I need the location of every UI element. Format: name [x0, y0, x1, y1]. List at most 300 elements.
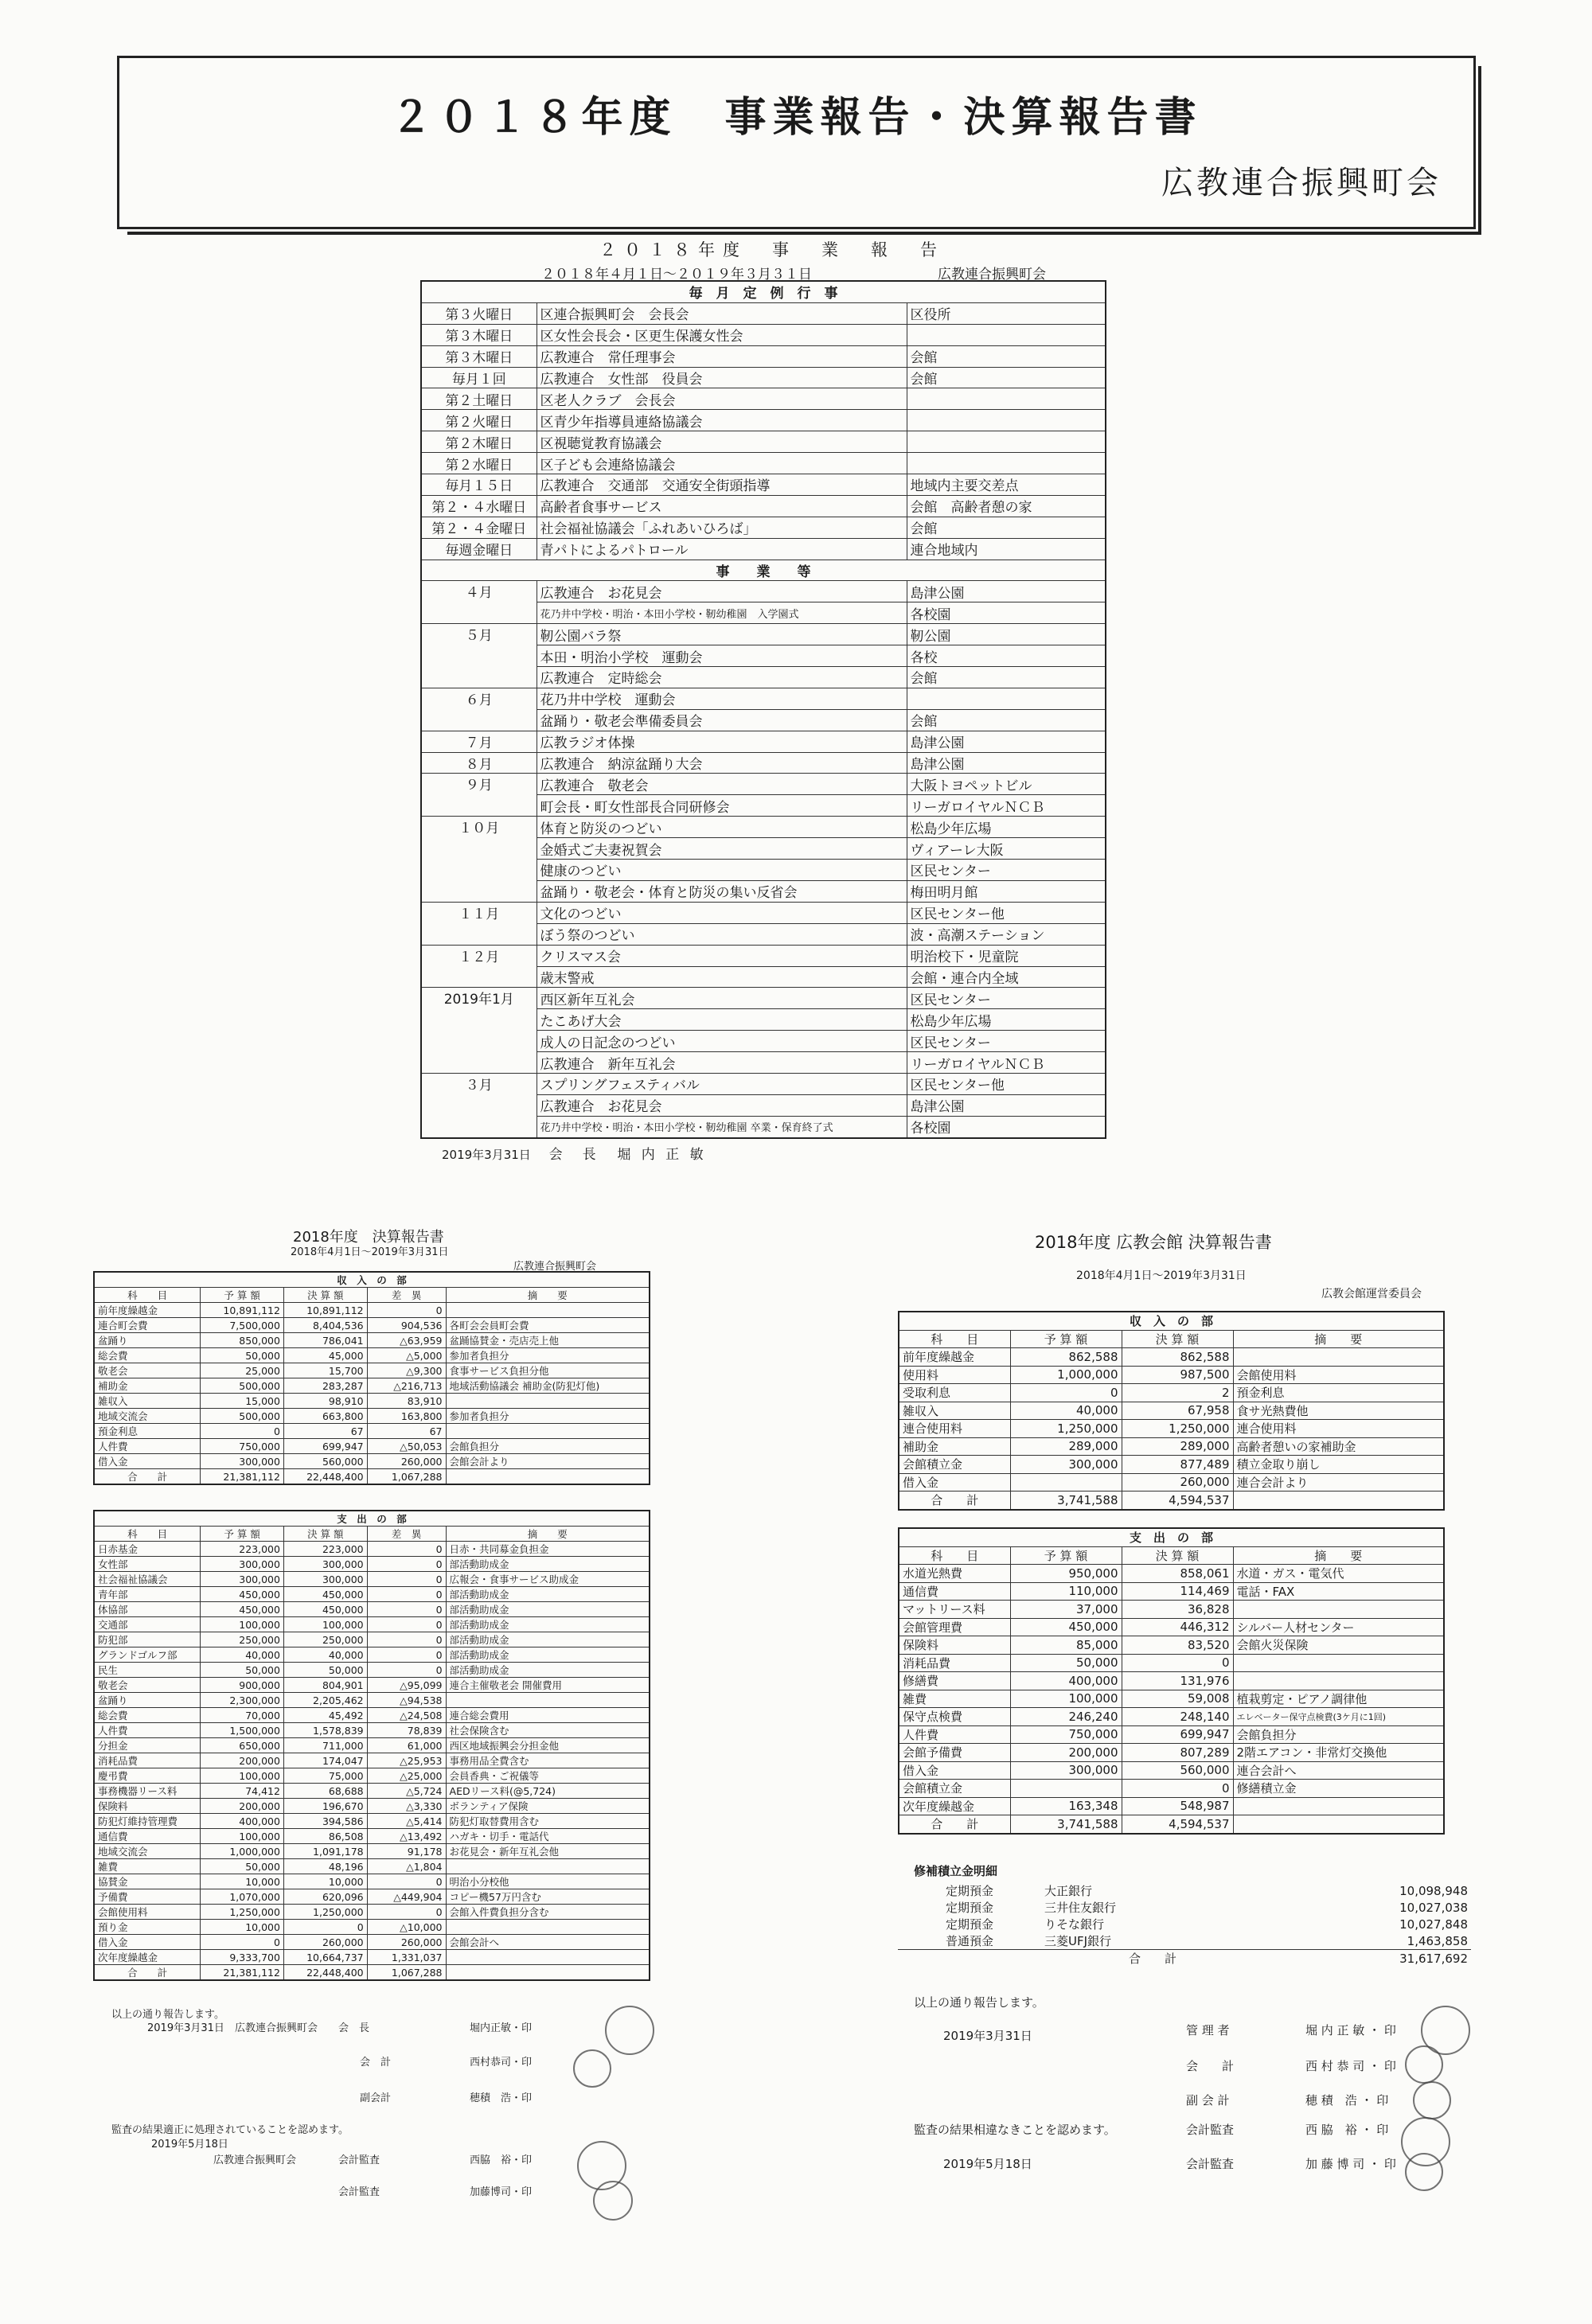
total-cell	[1233, 1815, 1444, 1834]
table-cell: 事務機器リース料	[94, 1784, 201, 1799]
officer-name: 穂 積 浩 ・ 印	[1305, 2093, 1389, 2108]
table-row	[94, 1303, 650, 1318]
table-cell	[1010, 1473, 1122, 1491]
table-cell	[446, 1859, 650, 1874]
table-cell: 使用料	[899, 1366, 1010, 1384]
table-row	[94, 1632, 650, 1647]
table-cell: 毎週金曜日	[421, 538, 537, 560]
table-cell: 1,000,000	[201, 1844, 284, 1859]
table-cell: 0	[367, 1557, 446, 1572]
table-cell: 163,800	[367, 1409, 446, 1424]
table-row	[94, 1738, 650, 1753]
hall-audit-date: 2019年5月18日	[943, 2157, 1032, 2171]
hall-report-text: 以上の通り報告します。	[914, 1995, 1044, 2010]
month-cell: １２月	[421, 945, 537, 988]
table-cell: 区女性会長会・区更生保護女性会	[537, 324, 907, 345]
table-cell: 島津公園	[907, 752, 1106, 774]
hall-finance-title: 2018年度 広教会館 決算報告書	[1035, 1233, 1272, 1252]
table-row	[94, 1799, 650, 1814]
table-cell	[907, 410, 1106, 431]
column-header: 摘 要	[446, 1288, 650, 1303]
table-cell: 連合使用料	[899, 1420, 1010, 1438]
table-cell: 防犯部	[94, 1632, 201, 1647]
table-cell: 日赤基金	[94, 1542, 201, 1557]
table-cell: 0	[1122, 1780, 1233, 1798]
table-row	[898, 1899, 1471, 1916]
table-cell: 78,839	[367, 1723, 446, 1738]
total-row	[94, 1965, 650, 1981]
table-cell: 8,404,536	[283, 1318, 367, 1333]
table-cell: 9,333,700	[201, 1950, 284, 1965]
spacer-cell	[898, 1950, 1041, 1967]
table-cell	[446, 1693, 650, 1708]
total-cell: 21,381,112	[201, 1965, 284, 1981]
table-cell: 交通部	[94, 1617, 201, 1632]
table-cell: 第２水曜日	[421, 453, 537, 474]
table-row	[898, 1882, 1471, 1899]
table-cell: 区民センター他	[907, 902, 1106, 923]
organization-name: 広教連合振興町会	[1161, 165, 1442, 201]
table-cell: りそな銀行	[1044, 1917, 1105, 1932]
table-cell: 保険料	[94, 1799, 201, 1814]
table-cell: 明治校下・児童院	[907, 945, 1106, 966]
table-cell: 110,000	[1010, 1582, 1122, 1601]
table-cell: 100,000	[201, 1829, 284, 1844]
table-cell: 予備費	[94, 1889, 201, 1905]
total-row	[898, 1950, 1471, 1967]
table-cell: 区民センター	[907, 988, 1106, 1009]
table-cell: 450,000	[283, 1587, 367, 1602]
signature-role: 会 長	[548, 1147, 599, 1163]
table-row	[94, 1333, 650, 1348]
table-cell: 500,000	[201, 1409, 284, 1424]
activity-report-title: ２０１８年度 事 業 報 告	[599, 240, 945, 259]
table-cell: リーガロイヤルＮＣＢ	[907, 795, 1106, 817]
association-audit-date: 2019年5月18日	[151, 2139, 228, 2150]
table-cell: 711,000	[283, 1738, 367, 1753]
table-cell: 会館管理費	[899, 1618, 1010, 1636]
month-cell: 2019年1月	[421, 988, 537, 1074]
table-cell: 300,000	[201, 1557, 284, 1572]
table-cell: 分担金	[94, 1738, 201, 1753]
table-cell: 町会長・町女性部長合同研修会	[537, 795, 907, 817]
table-cell: 1,070,000	[201, 1889, 284, 1905]
table-cell: 699,947	[1122, 1725, 1233, 1744]
table-cell: △9,300	[367, 1363, 446, 1378]
officer-role: 会 計	[1186, 2059, 1235, 2073]
table-row	[421, 945, 1106, 966]
table-cell: 223,000	[201, 1542, 284, 1557]
table-cell: 三菱UFJ銀行	[1044, 1934, 1112, 1948]
table-row	[421, 302, 1106, 324]
table-row	[899, 1797, 1444, 1815]
table-cell: 25,000	[201, 1363, 284, 1378]
table-cell: 0	[283, 1920, 367, 1935]
table-cell: 体協部	[94, 1602, 201, 1617]
table-cell: 10,891,112	[283, 1303, 367, 1318]
table-cell: ヴィアーレ大阪	[907, 838, 1106, 860]
table-row	[94, 1439, 650, 1454]
hall-finance-period: 2018年4月1日～2019年3月31日	[1076, 1269, 1247, 1282]
total-cell: 22,448,400	[283, 1469, 367, 1485]
month-cell: ３月	[421, 1073, 537, 1137]
auditor-role: 会計監査	[338, 2154, 380, 2166]
table-cell: 699,947	[283, 1439, 367, 1454]
table-cell: 750,000	[1010, 1725, 1122, 1744]
table-cell: △10,000	[367, 1920, 446, 1935]
table-cell: ハガキ・切手・電話代	[446, 1829, 650, 1844]
month-cell: １０月	[421, 817, 537, 903]
table-cell: 電話・FAX	[1233, 1582, 1444, 1601]
section-header: 収 入 の 部	[899, 1312, 1444, 1330]
table-cell: 波・高潮ステーション	[907, 923, 1106, 945]
association-report-date: 2019年3月31日	[147, 2022, 224, 2034]
table-cell: 1,250,000	[283, 1905, 367, 1920]
table-cell: 明治小分校他	[446, 1874, 650, 1889]
table-cell: 1,000,000	[1010, 1366, 1122, 1384]
table-row	[899, 1744, 1444, 1762]
table-cell: 40,000	[283, 1647, 367, 1663]
table-cell: 45,492	[283, 1708, 367, 1723]
table-row	[421, 817, 1106, 838]
total-cell: 22,448,400	[283, 1965, 367, 1981]
table-row	[899, 1672, 1444, 1690]
table-cell: 盆踊り・敬老会準備委員会	[537, 709, 907, 731]
hall-income-table	[898, 1311, 1445, 1511]
table-cell: 500,000	[201, 1378, 284, 1394]
signature-name: 堀 内 正 敏	[617, 1147, 707, 1163]
table-cell: 0	[367, 1647, 446, 1663]
table-cell: 50,000	[201, 1348, 284, 1363]
table-row	[899, 1618, 1444, 1636]
table-cell: 2	[1122, 1384, 1233, 1402]
column-header: 決 算 額	[1122, 1546, 1233, 1565]
table-cell: 会館	[907, 345, 1106, 367]
table-cell: 防犯灯維持管理費	[94, 1814, 201, 1829]
table-cell: 260,000	[367, 1935, 446, 1950]
table-cell: 連合使用料	[1233, 1420, 1444, 1438]
table-cell	[446, 1303, 650, 1318]
table-cell: 663,800	[283, 1409, 367, 1424]
table-cell: 300,000	[201, 1572, 284, 1587]
table-cell: 健康のつどい	[537, 860, 907, 881]
table-cell: 第２土曜日	[421, 388, 537, 410]
table-row	[899, 1456, 1444, 1474]
total-cell: 1,067,288	[367, 1965, 446, 1981]
table-cell: 地域交流会	[94, 1844, 201, 1859]
table-cell: 島津公園	[907, 1094, 1106, 1116]
table-cell: 預金利息	[1233, 1384, 1444, 1402]
table-cell	[1233, 1672, 1444, 1690]
column-header: 決 算 額	[1122, 1330, 1233, 1348]
table-row	[899, 1780, 1444, 1798]
table-cell: 地域交流会	[94, 1409, 201, 1424]
table-cell: 86,508	[283, 1829, 367, 1844]
officer-role: 副 会 計	[1186, 2093, 1230, 2108]
table-cell: 総会費	[94, 1348, 201, 1363]
table-cell: 各町会会員町会費	[446, 1318, 650, 1333]
hall-report-date: 2019年3月31日	[943, 2029, 1032, 2043]
table-cell: 862,588	[1122, 1348, 1233, 1367]
table-row	[898, 1932, 1471, 1950]
total-cell: 合 計	[94, 1469, 201, 1485]
table-cell: 15,000	[201, 1394, 284, 1409]
officer-name: 堀 内 正 敏 ・ 印	[1305, 2023, 1396, 2037]
table-cell: 広教連合 お花見会	[537, 581, 907, 602]
table-cell: マットリース料	[899, 1601, 1010, 1619]
column-header: 科 目	[899, 1546, 1010, 1565]
table-cell: 総会費	[94, 1708, 201, 1723]
table-cell: 島津公園	[907, 581, 1106, 602]
auditor-role: 会計監査	[338, 2186, 380, 2198]
table-cell: 区民センター	[907, 1031, 1106, 1052]
table-cell: 敬老会	[94, 1678, 201, 1693]
total-cell	[446, 1469, 650, 1485]
table-cell: 91,178	[367, 1844, 446, 1859]
section-header: 収 入 の 部	[94, 1272, 650, 1288]
hall-expense-table	[898, 1527, 1445, 1835]
activity-report-table	[420, 280, 1106, 1139]
table-cell: 修繕費	[899, 1672, 1010, 1690]
table-cell: △1,804	[367, 1859, 446, 1874]
table-cell: 0	[201, 1935, 284, 1950]
table-cell: 広報会・食事サービス助成金	[446, 1572, 650, 1587]
table-cell: クリスマス会	[537, 945, 907, 966]
table-cell: 預り金	[94, 1920, 201, 1935]
table-cell: △13,492	[367, 1829, 446, 1844]
table-cell: 毎月１回	[421, 367, 537, 388]
reserve-fund-title: 修補積立金明細	[914, 1864, 998, 1878]
table-cell: 水道光熱費	[899, 1565, 1010, 1583]
table-cell: 会館予備費	[899, 1744, 1010, 1762]
table-row	[421, 688, 1106, 709]
month-cell: ８月	[421, 752, 537, 774]
table-cell: 会館使用料	[1233, 1366, 1444, 1384]
table-row	[94, 1557, 650, 1572]
table-cell: 0	[367, 1587, 446, 1602]
total-cell	[1233, 1491, 1444, 1510]
table-cell: 10,000	[201, 1920, 284, 1935]
table-cell: たこあげ大会	[537, 1009, 907, 1031]
table-cell: 盆踊り	[94, 1693, 201, 1708]
table-cell: 雑収入	[899, 1402, 1010, 1420]
table-cell: 借入金	[899, 1473, 1010, 1491]
table-row	[94, 1318, 650, 1333]
table-cell: 盆踊協賛金・売店売上他	[446, 1333, 650, 1348]
total-row	[899, 1491, 1444, 1510]
column-header-row	[94, 1288, 650, 1303]
table-cell: 300,000	[283, 1572, 367, 1587]
table-cell: 金婚式ご夫妻祝賀会	[537, 838, 907, 860]
table-cell: 1,500,000	[201, 1723, 284, 1738]
table-cell: 人件費	[94, 1723, 201, 1738]
table-cell: △5,724	[367, 1784, 446, 1799]
auditor-name: 西 脇 裕 ・ 印	[1305, 2123, 1389, 2137]
table-cell: 借入金	[899, 1761, 1010, 1780]
total-cell: 3,741,588	[1010, 1815, 1122, 1834]
table-cell: 消耗品費	[899, 1654, 1010, 1672]
table-row	[421, 388, 1106, 410]
table-cell: 区子ども会連絡協議会	[537, 453, 907, 474]
table-cell: 1,250,000	[1122, 1420, 1233, 1438]
table-cell: 第２木曜日	[421, 431, 537, 453]
column-header: 予 算 額	[1010, 1330, 1122, 1348]
column-header: 科 目	[94, 1527, 201, 1542]
table-cell: 2,205,462	[283, 1693, 367, 1708]
table-row	[421, 345, 1106, 367]
officer-name: 堀内正敏・印	[470, 2022, 533, 2034]
table-row	[899, 1654, 1444, 1672]
month-cell: １１月	[421, 902, 537, 945]
table-cell: 前年度繰越金	[899, 1348, 1010, 1367]
table-cell: 0	[367, 1632, 446, 1647]
table-cell: 食事サービス負担分他	[446, 1363, 650, 1378]
column-header-row	[899, 1330, 1444, 1348]
table-row	[94, 1693, 650, 1708]
table-cell: 0	[367, 1572, 446, 1587]
table-cell: 広教連合 新年互礼会	[537, 1052, 907, 1074]
table-cell: △3,330	[367, 1799, 446, 1814]
table-cell: 200,000	[201, 1753, 284, 1768]
column-header: 決 算 額	[283, 1288, 367, 1303]
title-box	[117, 56, 1476, 229]
table-row	[94, 1394, 650, 1409]
total-cell: 合 計	[94, 1965, 201, 1981]
table-cell	[1233, 1654, 1444, 1672]
table-cell: 食サ光熱費他	[1233, 1402, 1444, 1420]
table-cell: 参加者負担分	[446, 1348, 650, 1363]
table-row	[94, 1784, 650, 1799]
table-cell	[907, 388, 1106, 410]
table-cell: 1,463,858	[1407, 1933, 1468, 1948]
auditor-name: 西脇 裕・印	[470, 2154, 533, 2166]
table-cell: 548,987	[1122, 1797, 1233, 1815]
table-cell: 7,500,000	[201, 1318, 284, 1333]
table-row	[94, 1409, 650, 1424]
association-audit-org: 広教連合振興町会	[213, 2154, 297, 2166]
table-cell: 59,008	[1122, 1690, 1233, 1708]
total-cell: 4,594,537	[1122, 1815, 1233, 1834]
table-cell: 2階エアコン・非常灯交換他	[1233, 1744, 1444, 1762]
table-row	[94, 1678, 650, 1693]
table-row	[421, 731, 1106, 752]
association-income-table	[93, 1271, 650, 1485]
total-cell: 3,741,588	[1010, 1491, 1122, 1510]
table-cell: AEDリース料(@5,724)	[446, 1784, 650, 1799]
table-cell: 196,670	[283, 1799, 367, 1814]
table-cell: 高齢者食事サービス	[537, 495, 907, 517]
table-cell: エレベーター保守点検費(3ケ月に1回)	[1233, 1708, 1444, 1726]
table-cell: 10,891,112	[201, 1303, 284, 1318]
table-cell: 131,976	[1122, 1672, 1233, 1690]
section-header-row	[421, 560, 1106, 581]
table-cell: 保険料	[899, 1636, 1010, 1655]
table-cell: 部活動助成金	[446, 1557, 650, 1572]
table-cell: 260,000	[283, 1935, 367, 1950]
association-audit-text: 監査の結果適正に処理されていることを認めます。	[111, 2124, 349, 2136]
table-cell: △5,000	[367, 1348, 446, 1363]
table-row	[421, 1073, 1106, 1094]
table-cell: 10,000	[201, 1874, 284, 1889]
table-cell: リーガロイヤルＮＣＢ	[907, 1052, 1106, 1074]
table-cell: 283,287	[283, 1378, 367, 1394]
table-cell: 地域活動協議会 補助金(防犯灯他)	[446, 1378, 650, 1394]
table-cell: 広教連合 女性部 役員会	[537, 367, 907, 388]
hall-finance-org: 広教会館運営委員会	[1321, 1288, 1422, 1300]
table-cell: 786,041	[283, 1333, 367, 1348]
table-cell: 広教ラジオ体操	[537, 731, 907, 752]
table-cell: 1,578,839	[283, 1723, 367, 1738]
table-cell: 植栽剪定・ピアノ調律他	[1233, 1690, 1444, 1708]
table-cell: スプリングフェスティバル	[537, 1073, 907, 1094]
table-cell: 区役所	[907, 302, 1106, 324]
table-cell: 人件費	[899, 1725, 1010, 1744]
table-cell: 1,091,178	[283, 1844, 367, 1859]
table-row	[421, 774, 1106, 795]
table-cell: 広教連合 常任理事会	[537, 345, 907, 367]
table-cell: 修繕積立金	[1233, 1780, 1444, 1798]
officer-role: 管 理 者	[1186, 2023, 1230, 2037]
table-cell: 補助金	[899, 1437, 1010, 1456]
association-expense-table	[93, 1510, 650, 1981]
table-row	[94, 1647, 650, 1663]
table-cell: シルバー人材センター	[1233, 1618, 1444, 1636]
seal-stamp	[593, 2181, 633, 2221]
table-cell: 部活動助成金	[446, 1663, 650, 1678]
table-cell: 体育と防災のつどい	[537, 817, 907, 838]
table-cell: 289,000	[1010, 1437, 1122, 1456]
table-cell: 200,000	[201, 1799, 284, 1814]
table-cell: 会館	[907, 517, 1106, 538]
table-cell: 花乃井中学校・明治・本田小学校・靭幼稚園 入学園式	[537, 602, 907, 624]
total-cell	[446, 1965, 650, 1981]
officer-name: 西村恭司・印	[470, 2057, 533, 2069]
table-row	[94, 1378, 650, 1394]
association-finance-title: 2018年度 決算報告書	[293, 1229, 444, 1246]
total-row	[94, 1469, 650, 1485]
table-cell: 50,000	[201, 1859, 284, 1874]
table-row	[421, 324, 1106, 345]
table-cell: 靭公園バラ祭	[537, 624, 907, 645]
table-cell: 85,000	[1010, 1636, 1122, 1655]
officer-role: 会 計	[360, 2057, 392, 2069]
table-cell: 会館入件費負担分含む	[446, 1905, 650, 1920]
table-cell: 67	[283, 1424, 367, 1439]
table-row	[94, 1663, 650, 1678]
table-cell: 青パトによるパトロール	[537, 538, 907, 560]
table-row	[899, 1473, 1444, 1491]
column-header-row	[94, 1527, 650, 1542]
table-row	[94, 1814, 650, 1829]
table-cell: 560,000	[283, 1454, 367, 1469]
table-cell: 250,000	[201, 1632, 284, 1647]
table-cell: 連合地域内	[907, 538, 1106, 560]
table-cell: 260,000	[367, 1454, 446, 1469]
table-row	[421, 581, 1106, 602]
table-cell: 女性部	[94, 1557, 201, 1572]
table-cell: 松島少年広場	[907, 817, 1106, 838]
total-row	[899, 1815, 1444, 1834]
section-header: 事 業 等	[421, 560, 1106, 581]
table-cell: 858,061	[1122, 1565, 1233, 1583]
association-report-text: 以上の通り報告します。	[111, 2009, 224, 2021]
table-row	[899, 1565, 1444, 1583]
table-row	[421, 752, 1106, 774]
table-cell: 37,000	[1010, 1601, 1122, 1619]
table-cell: 防犯灯取替費用含む	[446, 1814, 650, 1829]
table-row	[421, 495, 1106, 517]
table-cell: △63,959	[367, 1333, 446, 1348]
